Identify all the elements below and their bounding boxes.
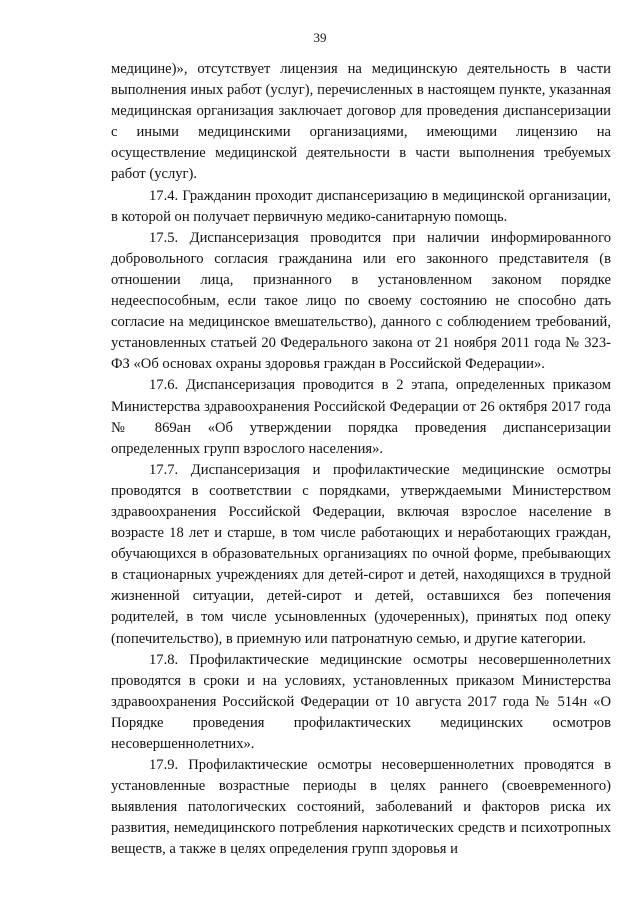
paragraph-17-8: 17.8. Профилактические медицинские осмотры несовершеннолетних проводятся в сроки и на условиях, установленных приказом Министерства здравоохранения Российской Федерации от 10 августа 2017 года № 514н «О Порядке проведения профилактических медицинских осмотров несовершеннолетних». xyxy=(111,651,611,752)
paragraph-17-5: 17.5. Диспансеризация проводится при наличии информированного добровольного согласия гражданина или его законного представителя (в отношении лица, признанного в установленном законом порядке недееспособным, если такое лицо по своему состоянию не способно дать согласие на медицинское вмешательство), данного с соблюдением требований, установленных статьей 20 Федерального закона от 21 ноября 2011 года № 323-ФЗ «Об основах охраны здоровья граждан в Российской Федерации». xyxy=(111,229,611,373)
paragraph-17-9: 17.9. Профилактические осмотры несовершеннолетних проводятся в установленные возрастные периоды в целях раннего (своевременного) выявления патологических состояний, заболеваний и факторов риска их развития, немедицинского потребления наркотических средств и психотропных веществ, а также в целях определения групп здоровья и xyxy=(111,757,611,858)
paragraph-17-6: 17.6. Диспансеризация проводится в 2 этапа, определенных приказом Министерства здравоохранения Российской Федерации от 26 октября 2017 года № 869ан «Об утверждении порядка проведения диспансеризации определенных групп взрослого населения». xyxy=(111,377,611,457)
paragraph-17-4: 17.4. Гражданин проходит диспансеризацию в медицинской организации, в которой он получает первичную медико-санитарную помощь. xyxy=(111,187,611,225)
paragraph-continuation: медицине)», отсутствует лицензия на медицинскую деятельность в части выполнения иных работ (услуг), перечисленных в настоящем пункте, указанная медицинская организация заключает договор для проведения диспансеризации с иными медицинскими организациями, имеющими лицензию на осуществление медицинской деятельности в части выполнения требуемых работ (услуг). xyxy=(111,61,611,183)
paragraph-17-7: 17.7. Диспансеризация и профилактические медицинские осмотры проводятся в соответствии с порядками, утверждаемыми Министерством здравоохранения Российской Федерации, включая взрослое население в возрасте 18 лет и старше, в том числе работающих и неработающих граждан, обучающихся в образовательных организациях по очной форме, пребывающих в стационарных учреждениях для детей-сирот и детей, находящихся в трудной жизненной ситуации, детей-сирот и детей, оставшихся без попечения родителей, в том числе усыновленных (удочеренных), принятых под опеку (попечительство), в приемную или патронатную семью, и другие категории. xyxy=(111,461,611,647)
page-number: 39 xyxy=(313,30,327,45)
document-body xyxy=(111,59,611,861)
